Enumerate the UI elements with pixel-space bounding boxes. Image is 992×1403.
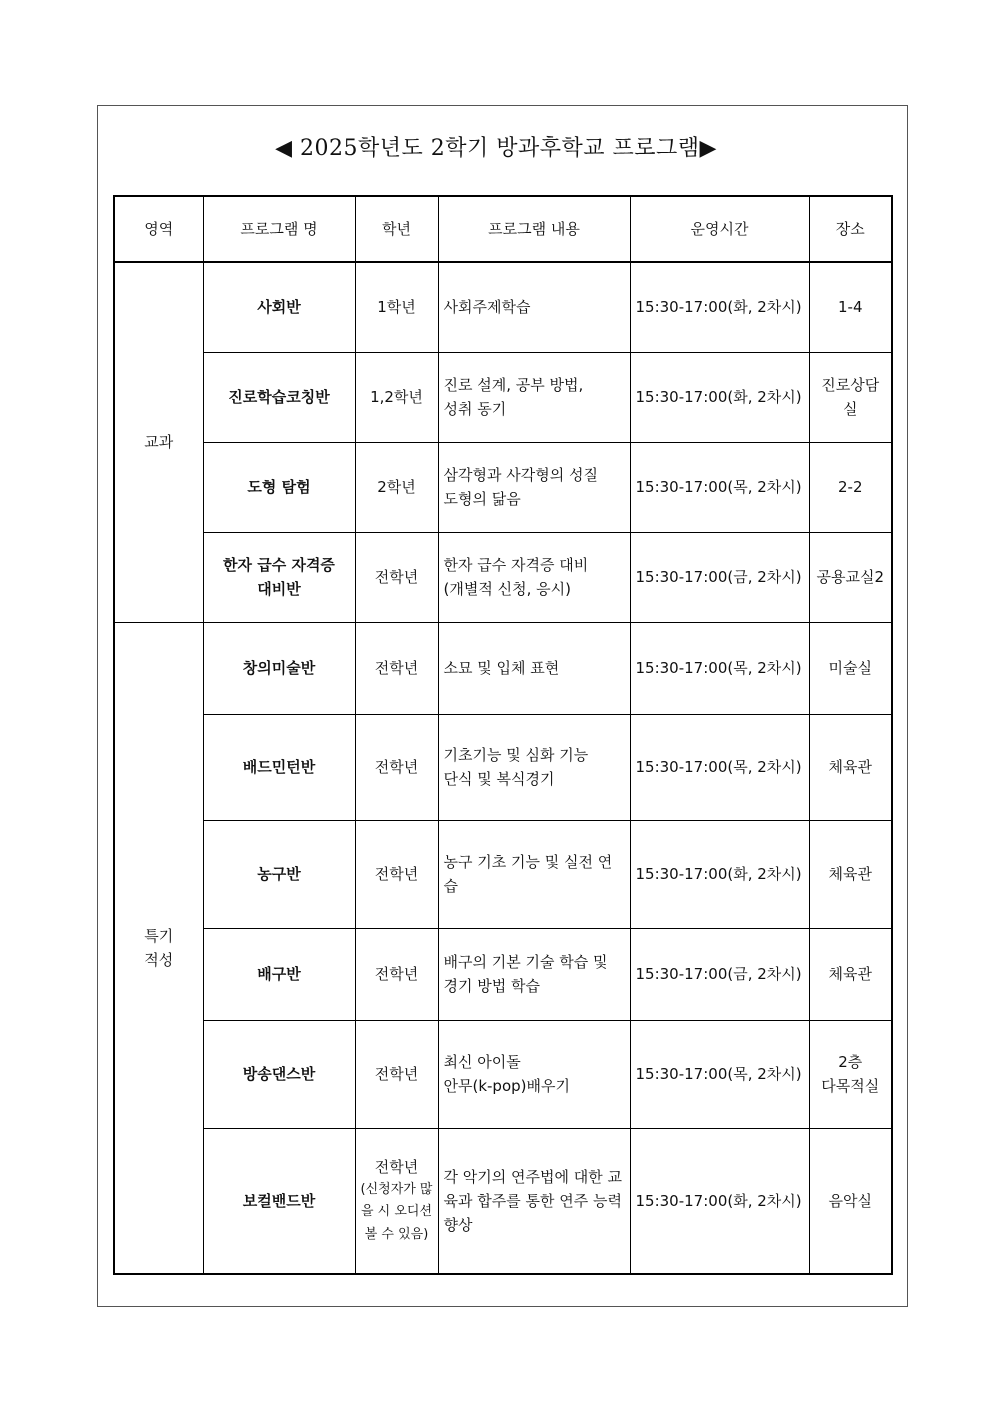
time-cell: 15:30-17:00(금, 2차시): [630, 928, 809, 1020]
content-cell: 최신 아이돌 안무(k-pop)배우기: [438, 1020, 630, 1128]
place-cell: 체육관: [809, 928, 892, 1020]
table-row: [114, 1020, 892, 1128]
program-name: 배드민턴반: [203, 714, 355, 820]
header-area: 영역: [114, 196, 203, 262]
header-time: 운영시간: [630, 196, 809, 262]
place-cell: 진로상담실: [809, 352, 892, 442]
content-cell: 진로 설계, 공부 방법, 성취 동기: [438, 352, 630, 442]
time-cell: 15:30-17:00(금, 2차시): [630, 532, 809, 622]
program-name: 배구반: [203, 928, 355, 1020]
table-row: [114, 622, 892, 714]
time-cell: 15:30-17:00(화, 2차시): [630, 352, 809, 442]
content-cell: 각 악기의 연주법에 대한 교육과 합주를 통한 연주 능력향상: [438, 1128, 630, 1274]
place-cell: 2층 다목적실: [809, 1020, 892, 1128]
program-name: 보컬밴드반: [203, 1128, 355, 1274]
content-cell: 소묘 및 입체 표현: [438, 622, 630, 714]
time-cell: 15:30-17:00(목, 2차시): [630, 442, 809, 532]
program-name: 진로학습코칭반: [203, 352, 355, 442]
header-content: 프로그램 내용: [438, 196, 630, 262]
program-name: 한자 급수 자격증 대비반: [203, 532, 355, 622]
place-cell: 1-4: [809, 262, 892, 352]
program-name: 농구반: [203, 820, 355, 928]
grade-cell: 2학년: [355, 442, 438, 532]
table-row: [114, 262, 892, 352]
header-grade: 학년: [355, 196, 438, 262]
grade-cell: 전학년: [355, 1020, 438, 1128]
content-cell: 배구의 기본 기술 학습 및 경기 방법 학습: [438, 928, 630, 1020]
time-cell: 15:30-17:00(목, 2차시): [630, 714, 809, 820]
header-place: 장소: [809, 196, 892, 262]
place-cell: 음악실: [809, 1128, 892, 1274]
program-name: 도형 탐험: [203, 442, 355, 532]
grade-cell: 전학년: [355, 532, 438, 622]
program-name: 창의미술반: [203, 622, 355, 714]
content-cell: 삼각형과 사각형의 성질 도형의 닮음: [438, 442, 630, 532]
place-cell: 공용교실2: [809, 532, 892, 622]
time-cell: 15:30-17:00(화, 2차시): [630, 820, 809, 928]
time-cell: 15:30-17:00(화, 2차시): [630, 262, 809, 352]
grade-value: 전학년: [374, 1157, 419, 1176]
table-row: [114, 714, 892, 820]
place-cell: 2-2: [809, 442, 892, 532]
place-cell: 미술실: [809, 622, 892, 714]
content-cell: 농구 기초 기능 및 실전 연습: [438, 820, 630, 928]
program-table: [113, 195, 893, 1275]
area-cell: 특기 적성: [114, 622, 203, 1274]
grade-cell: 전학년: [355, 928, 438, 1020]
time-cell: 15:30-17:00(목, 2차시): [630, 1020, 809, 1128]
grade-cell: 전학년: [355, 714, 438, 820]
table-row: [114, 820, 892, 928]
grade-cell: 1학년: [355, 262, 438, 352]
program-name: 사회반: [203, 262, 355, 352]
content-cell: 사회주제학습: [438, 262, 630, 352]
place-cell: 체육관: [809, 714, 892, 820]
table-row: [114, 928, 892, 1020]
page-title: ◀ 2025학년도 2학기 방과후학교 프로그램▶: [275, 136, 717, 161]
table-row: [114, 442, 892, 532]
table-row: [114, 532, 892, 622]
area-cell: 교과: [114, 262, 203, 622]
time-cell: 15:30-17:00(목, 2차시): [630, 622, 809, 714]
program-name: 방송댄스반: [203, 1020, 355, 1128]
grade-cell: 1,2학년: [355, 352, 438, 442]
grade-cell: 전학년: [355, 622, 438, 714]
grade-cell: [355, 1128, 438, 1274]
time-cell: 15:30-17:00(화, 2차시): [630, 1128, 809, 1274]
grade-note: (신청자가 많을 시 오디션 볼 수 있음): [360, 1181, 433, 1243]
place-cell: 체육관: [809, 820, 892, 928]
table-row: [114, 352, 892, 442]
table-row: [114, 1128, 892, 1274]
grade-cell: 전학년: [355, 820, 438, 928]
content-cell: 기초기능 및 심화 기능 단식 및 복식경기: [438, 714, 630, 820]
content-cell: 한자 급수 자격증 대비 (개별적 신청, 응시): [438, 532, 630, 622]
header-name: 프로그램 명: [203, 196, 355, 262]
header-row: [114, 196, 892, 262]
